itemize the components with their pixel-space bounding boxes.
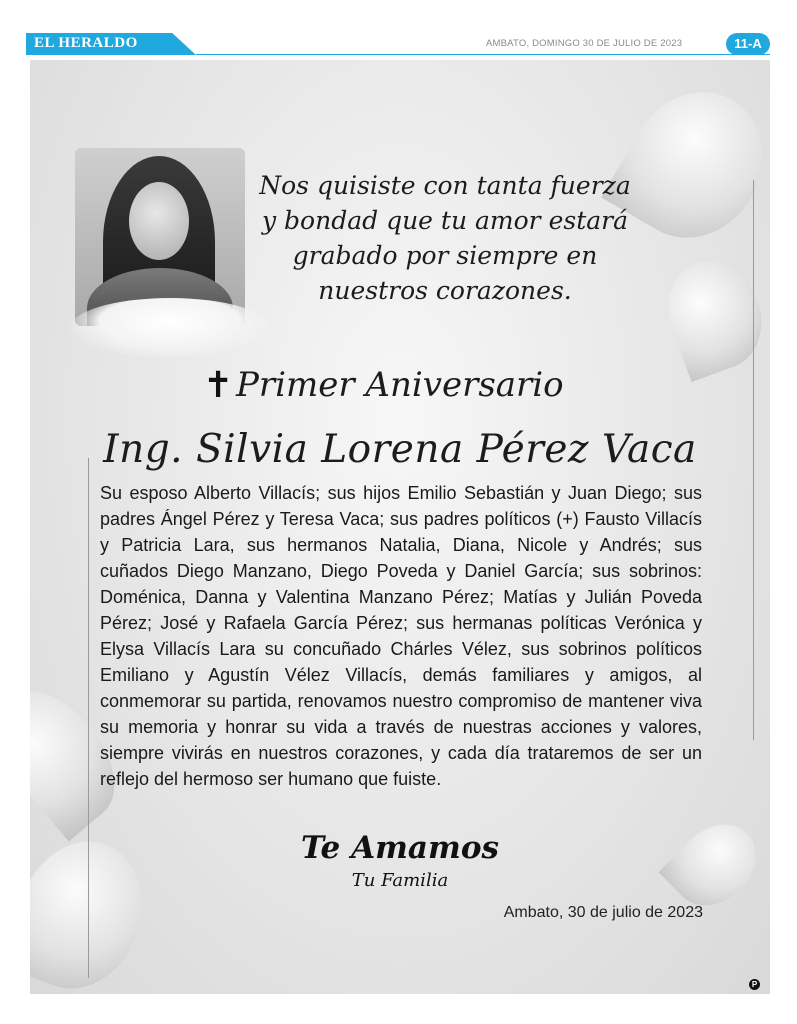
quote-line: grabado por siempre en <box>292 241 598 270</box>
portrait-face <box>129 182 189 260</box>
quote-line: y bondad que tu amor estará <box>261 206 628 235</box>
quote-line: nuestros corazones. <box>318 276 572 305</box>
deceased-name: Ing. Silvia Lorena Pérez Vaca <box>103 427 697 472</box>
header-rule <box>196 54 770 55</box>
memorial-body-text: Su esposo Alberto Villacís; sus hijos Emilio Sebastián y Juan Diego; sus padres Ángel Pérez y Teresa Vaca; sus padres políticos (+) Fausto Villacís y Patricia Lara, sus hermanos Natalia, Diana, Nicole y Andrés; sus cuñados Diego Manzano, Diego Poveda y Daniel García; sus sobrinos: Doménica, Danna y Valentina Manzano Pérez; Matías y Julián Poveda Pérez; José y Rafaela García Pérez; sus hermanas políticas Verónica y Elysa Villacís Lara su concuñado Chárles Vélez, sus sobrinos políticos Emiliano y Agustín Vélez Villacís, demás familiares y amigos, al conmemorar su partida, renovamos nuestro compromiso de mantener viva su memoria y honrar su vida a través de nuestras acciones y valores, siempre vivirás en nuestros corazones, y cada día trataremos de ser un reflejo del hermoso ser humano que fuiste. <box>100 483 702 789</box>
signature-main: Te Amamos <box>301 830 499 866</box>
decorative-line-left <box>88 458 89 978</box>
memorial-ad <box>30 60 770 994</box>
anniversary-title: Primer Aniversario <box>236 365 564 405</box>
newspaper-name: EL HERALDO <box>34 35 138 51</box>
page-header <box>0 0 797 62</box>
dateline: AMBATO, DOMINGO 30 DE JULIO DE 2023 <box>486 38 683 49</box>
quote-line: Nos quisiste con tanta fuerza <box>259 171 631 200</box>
publisher-badge: P <box>749 979 760 990</box>
cross-icon: ✝ <box>203 365 234 406</box>
page-number-badge: 11-A <box>726 33 770 55</box>
place-date: Ambato, 30 de julio de 2023 <box>503 904 703 921</box>
signature-sub: Tu Familia <box>351 870 449 891</box>
memorial-quote <box>240 168 650 308</box>
